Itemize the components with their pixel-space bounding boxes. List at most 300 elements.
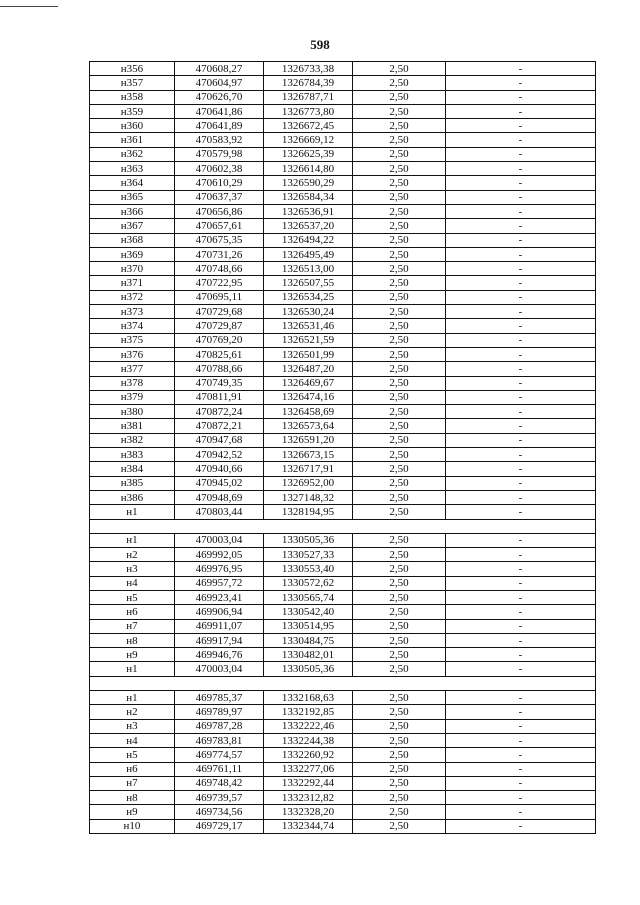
x-coordinate-cell: 469739,57	[175, 791, 264, 805]
table-row	[90, 819, 596, 833]
y-coordinate-cell: 1330484,75	[264, 633, 353, 647]
y-coordinate-cell: 1330565,74	[264, 590, 353, 604]
table-row	[90, 276, 596, 290]
note-cell: -	[446, 176, 596, 190]
accuracy-cell: 2,50	[353, 476, 446, 490]
x-coordinate-cell: 470940,66	[175, 462, 264, 476]
table-row	[90, 662, 596, 676]
note-cell: -	[446, 362, 596, 376]
accuracy-cell: 2,50	[353, 90, 446, 104]
y-coordinate-cell: 1332328,20	[264, 805, 353, 819]
point-name-cell: н383	[90, 448, 175, 462]
point-name-cell: н2	[90, 705, 175, 719]
x-coordinate-cell: 470811,91	[175, 390, 264, 404]
x-coordinate-cell: 470675,35	[175, 233, 264, 247]
x-coordinate-cell: 470749,35	[175, 376, 264, 390]
y-coordinate-cell: 1332244,38	[264, 733, 353, 747]
table-row	[90, 119, 596, 133]
y-coordinate-cell: 1326513,00	[264, 262, 353, 276]
point-name-cell: н8	[90, 791, 175, 805]
table-row	[90, 104, 596, 118]
note-cell: -	[446, 605, 596, 619]
table-row	[90, 590, 596, 604]
table-row	[90, 262, 596, 276]
note-cell: -	[446, 590, 596, 604]
point-name-cell: н372	[90, 290, 175, 304]
accuracy-cell: 2,50	[353, 462, 446, 476]
y-coordinate-cell: 1326590,29	[264, 176, 353, 190]
note-cell: -	[446, 505, 596, 519]
table-row	[90, 319, 596, 333]
y-coordinate-cell: 1326487,20	[264, 362, 353, 376]
accuracy-cell: 2,50	[353, 376, 446, 390]
point-name-cell: н7	[90, 776, 175, 790]
y-coordinate-cell: 1326717,91	[264, 462, 353, 476]
y-coordinate-cell: 1326669,12	[264, 133, 353, 147]
accuracy-cell: 2,50	[353, 119, 446, 133]
note-cell: -	[446, 548, 596, 562]
x-coordinate-cell: 470722,95	[175, 276, 264, 290]
x-coordinate-cell: 470769,20	[175, 333, 264, 347]
point-name-cell: н386	[90, 490, 175, 504]
y-coordinate-cell: 1326672,45	[264, 119, 353, 133]
y-coordinate-cell: 1326952,00	[264, 476, 353, 490]
table-row	[90, 147, 596, 161]
note-cell: -	[446, 233, 596, 247]
x-coordinate-cell: 470608,27	[175, 62, 264, 76]
x-coordinate-cell: 470729,68	[175, 305, 264, 319]
note-cell: -	[446, 247, 596, 261]
point-name-cell: н3	[90, 719, 175, 733]
point-name-cell: н1	[90, 691, 175, 705]
y-coordinate-cell: 1326521,59	[264, 333, 353, 347]
y-coordinate-cell: 1326534,25	[264, 290, 353, 304]
accuracy-cell: 2,50	[353, 405, 446, 419]
note-cell: -	[446, 290, 596, 304]
point-name-cell: н8	[90, 633, 175, 647]
accuracy-cell: 2,50	[353, 133, 446, 147]
accuracy-cell: 2,50	[353, 548, 446, 562]
x-coordinate-cell: 470003,04	[175, 662, 264, 676]
table-row	[90, 476, 596, 490]
table-row	[90, 505, 596, 519]
x-coordinate-cell: 470948,69	[175, 490, 264, 504]
accuracy-cell: 2,50	[353, 619, 446, 633]
point-name-cell: н382	[90, 433, 175, 447]
y-coordinate-cell: 1330527,33	[264, 548, 353, 562]
accuracy-cell: 2,50	[353, 162, 446, 176]
accuracy-cell: 2,50	[353, 733, 446, 747]
y-coordinate-cell: 1326474,16	[264, 390, 353, 404]
coordinates-table	[89, 61, 596, 834]
y-coordinate-cell: 1326494,22	[264, 233, 353, 247]
note-cell: -	[446, 805, 596, 819]
y-coordinate-cell: 1326787,71	[264, 90, 353, 104]
note-cell: -	[446, 276, 596, 290]
point-name-cell: н6	[90, 605, 175, 619]
x-coordinate-cell: 470872,21	[175, 419, 264, 433]
y-coordinate-cell: 1326469,67	[264, 376, 353, 390]
point-name-cell: н381	[90, 419, 175, 433]
note-cell: -	[446, 90, 596, 104]
point-name-cell: н378	[90, 376, 175, 390]
table-row	[90, 76, 596, 90]
point-name-cell: н357	[90, 76, 175, 90]
table-row	[90, 805, 596, 819]
accuracy-cell: 2,50	[353, 333, 446, 347]
table-row	[90, 562, 596, 576]
accuracy-cell: 2,50	[353, 176, 446, 190]
table-row	[90, 705, 596, 719]
x-coordinate-cell: 469734,56	[175, 805, 264, 819]
accuracy-cell: 2,50	[353, 590, 446, 604]
x-coordinate-cell: 469783,81	[175, 733, 264, 747]
note-cell: -	[446, 390, 596, 404]
y-coordinate-cell: 1332344,74	[264, 819, 353, 833]
accuracy-cell: 2,50	[353, 605, 446, 619]
table-row	[90, 176, 596, 190]
accuracy-cell: 2,50	[353, 104, 446, 118]
note-cell: -	[446, 190, 596, 204]
x-coordinate-cell: 470657,61	[175, 219, 264, 233]
table-row	[90, 90, 596, 104]
table-row	[90, 748, 596, 762]
note-cell: -	[446, 305, 596, 319]
table-row	[90, 62, 596, 76]
table-row	[90, 762, 596, 776]
point-name-cell: н2	[90, 548, 175, 562]
point-name-cell: н10	[90, 819, 175, 833]
note-cell: -	[446, 776, 596, 790]
y-coordinate-cell: 1332277,06	[264, 762, 353, 776]
table-row	[90, 433, 596, 447]
table-row	[90, 204, 596, 218]
point-name-cell: н4	[90, 733, 175, 747]
point-name-cell: н9	[90, 805, 175, 819]
x-coordinate-cell: 470695,11	[175, 290, 264, 304]
table-row	[90, 576, 596, 590]
y-coordinate-cell: 1330505,36	[264, 662, 353, 676]
note-cell: -	[446, 791, 596, 805]
x-coordinate-cell: 470942,52	[175, 448, 264, 462]
y-coordinate-cell: 1330482,01	[264, 648, 353, 662]
x-coordinate-cell: 469785,37	[175, 691, 264, 705]
table-row	[90, 419, 596, 433]
point-name-cell: н385	[90, 476, 175, 490]
accuracy-cell: 2,50	[353, 776, 446, 790]
accuracy-cell: 2,50	[353, 648, 446, 662]
x-coordinate-cell: 470731,26	[175, 247, 264, 261]
point-name-cell: н5	[90, 590, 175, 604]
note-cell: -	[446, 147, 596, 161]
note-cell: -	[446, 691, 596, 705]
note-cell: -	[446, 462, 596, 476]
y-coordinate-cell: 1330542,40	[264, 605, 353, 619]
accuracy-cell: 2,50	[353, 762, 446, 776]
y-coordinate-cell: 1330572,62	[264, 576, 353, 590]
point-name-cell: н358	[90, 90, 175, 104]
x-coordinate-cell: 469992,05	[175, 548, 264, 562]
y-coordinate-cell: 1327148,32	[264, 490, 353, 504]
note-cell: -	[446, 347, 596, 361]
x-coordinate-cell: 470872,24	[175, 405, 264, 419]
accuracy-cell: 2,50	[353, 233, 446, 247]
accuracy-cell: 2,50	[353, 433, 446, 447]
accuracy-cell: 2,50	[353, 691, 446, 705]
point-name-cell: н361	[90, 133, 175, 147]
x-coordinate-cell: 469957,72	[175, 576, 264, 590]
y-coordinate-cell: 1326625,39	[264, 147, 353, 161]
y-coordinate-cell: 1326673,15	[264, 448, 353, 462]
x-coordinate-cell: 469976,95	[175, 562, 264, 576]
point-name-cell: н5	[90, 748, 175, 762]
x-coordinate-cell: 470788,66	[175, 362, 264, 376]
y-coordinate-cell: 1326501,99	[264, 347, 353, 361]
note-cell: -	[446, 162, 596, 176]
note-cell: -	[446, 733, 596, 747]
table-row	[90, 333, 596, 347]
accuracy-cell: 2,50	[353, 705, 446, 719]
point-name-cell: н362	[90, 147, 175, 161]
note-cell: -	[446, 619, 596, 633]
note-cell: -	[446, 705, 596, 719]
y-coordinate-cell: 1330514,95	[264, 619, 353, 633]
table-row	[90, 548, 596, 562]
x-coordinate-cell: 470641,86	[175, 104, 264, 118]
group-separator-row	[90, 519, 596, 533]
y-coordinate-cell: 1332168,63	[264, 691, 353, 705]
note-cell: -	[446, 576, 596, 590]
y-coordinate-cell: 1326495,49	[264, 247, 353, 261]
accuracy-cell: 2,50	[353, 390, 446, 404]
x-coordinate-cell: 469789,97	[175, 705, 264, 719]
y-coordinate-cell: 1326537,20	[264, 219, 353, 233]
x-coordinate-cell: 469729,17	[175, 819, 264, 833]
x-coordinate-cell: 470003,04	[175, 533, 264, 547]
point-name-cell: н367	[90, 219, 175, 233]
note-cell: -	[446, 219, 596, 233]
y-coordinate-cell: 1332260,92	[264, 748, 353, 762]
x-coordinate-cell: 469911,07	[175, 619, 264, 633]
point-name-cell: н1	[90, 533, 175, 547]
y-coordinate-cell: 1326507,55	[264, 276, 353, 290]
note-cell: -	[446, 76, 596, 90]
x-coordinate-cell: 470610,29	[175, 176, 264, 190]
note-cell: -	[446, 448, 596, 462]
note-cell: -	[446, 633, 596, 647]
accuracy-cell: 2,50	[353, 419, 446, 433]
accuracy-cell: 2,50	[353, 319, 446, 333]
y-coordinate-cell: 1326573,64	[264, 419, 353, 433]
accuracy-cell: 2,50	[353, 662, 446, 676]
point-name-cell: н359	[90, 104, 175, 118]
x-coordinate-cell: 470729,87	[175, 319, 264, 333]
table-row	[90, 233, 596, 247]
x-coordinate-cell: 469748,42	[175, 776, 264, 790]
point-name-cell: н7	[90, 619, 175, 633]
y-coordinate-cell: 1326784,39	[264, 76, 353, 90]
table-row	[90, 490, 596, 504]
note-cell: -	[446, 333, 596, 347]
x-coordinate-cell: 470579,98	[175, 147, 264, 161]
accuracy-cell: 2,50	[353, 576, 446, 590]
note-cell: -	[446, 119, 596, 133]
accuracy-cell: 2,50	[353, 362, 446, 376]
x-coordinate-cell: 470604,97	[175, 76, 264, 90]
point-name-cell: н356	[90, 62, 175, 76]
note-cell: -	[446, 662, 596, 676]
x-coordinate-cell: 469787,28	[175, 719, 264, 733]
point-name-cell: н377	[90, 362, 175, 376]
table-row	[90, 633, 596, 647]
point-name-cell: н370	[90, 262, 175, 276]
x-coordinate-cell: 469923,41	[175, 590, 264, 604]
accuracy-cell: 2,50	[353, 147, 446, 161]
accuracy-cell: 2,50	[353, 748, 446, 762]
point-name-cell: н360	[90, 119, 175, 133]
note-cell: -	[446, 719, 596, 733]
x-coordinate-cell: 469761,11	[175, 762, 264, 776]
accuracy-cell: 2,50	[353, 76, 446, 90]
note-cell: -	[446, 476, 596, 490]
accuracy-cell: 2,50	[353, 719, 446, 733]
point-name-cell: н371	[90, 276, 175, 290]
accuracy-cell: 2,50	[353, 505, 446, 519]
accuracy-cell: 2,50	[353, 290, 446, 304]
note-cell: -	[446, 62, 596, 76]
accuracy-cell: 2,50	[353, 633, 446, 647]
table-row	[90, 390, 596, 404]
table-row	[90, 405, 596, 419]
point-name-cell: н369	[90, 247, 175, 261]
x-coordinate-cell: 470947,68	[175, 433, 264, 447]
table-row	[90, 290, 596, 304]
note-cell: -	[446, 819, 596, 833]
note-cell: -	[446, 648, 596, 662]
table-row	[90, 776, 596, 790]
table-row	[90, 133, 596, 147]
y-coordinate-cell: 1326530,24	[264, 305, 353, 319]
accuracy-cell: 2,50	[353, 448, 446, 462]
point-name-cell: н380	[90, 405, 175, 419]
note-cell: -	[446, 562, 596, 576]
y-coordinate-cell: 1332292,44	[264, 776, 353, 790]
point-name-cell: н374	[90, 319, 175, 333]
point-name-cell: н368	[90, 233, 175, 247]
accuracy-cell: 2,50	[353, 347, 446, 361]
note-cell: -	[446, 204, 596, 218]
y-coordinate-cell: 1328194,95	[264, 505, 353, 519]
accuracy-cell: 2,50	[353, 533, 446, 547]
x-coordinate-cell: 470825,61	[175, 347, 264, 361]
table-row	[90, 448, 596, 462]
x-coordinate-cell: 469774,57	[175, 748, 264, 762]
table-row	[90, 347, 596, 361]
y-coordinate-cell: 1330505,36	[264, 533, 353, 547]
point-name-cell: н363	[90, 162, 175, 176]
note-cell: -	[446, 762, 596, 776]
table-row	[90, 619, 596, 633]
point-name-cell: н373	[90, 305, 175, 319]
x-coordinate-cell: 470602,38	[175, 162, 264, 176]
x-coordinate-cell: 470583,92	[175, 133, 264, 147]
note-cell: -	[446, 319, 596, 333]
accuracy-cell: 2,50	[353, 819, 446, 833]
point-name-cell: н379	[90, 390, 175, 404]
y-coordinate-cell: 1326531,46	[264, 319, 353, 333]
table-row	[90, 648, 596, 662]
x-coordinate-cell: 469917,94	[175, 633, 264, 647]
table-row	[90, 376, 596, 390]
accuracy-cell: 2,50	[353, 276, 446, 290]
x-coordinate-cell: 470641,89	[175, 119, 264, 133]
y-coordinate-cell: 1326773,80	[264, 104, 353, 118]
y-coordinate-cell: 1330553,40	[264, 562, 353, 576]
separator-cell	[90, 676, 596, 690]
page-number: 598	[310, 37, 330, 52]
y-coordinate-cell: 1326733,38	[264, 62, 353, 76]
coordinates-table-body	[90, 62, 596, 834]
table-row	[90, 462, 596, 476]
point-name-cell: н375	[90, 333, 175, 347]
note-cell: -	[446, 748, 596, 762]
table-row	[90, 533, 596, 547]
table-row	[90, 733, 596, 747]
table-row	[90, 190, 596, 204]
note-cell: -	[446, 405, 596, 419]
accuracy-cell: 2,50	[353, 562, 446, 576]
point-name-cell: н376	[90, 347, 175, 361]
accuracy-cell: 2,50	[353, 262, 446, 276]
accuracy-cell: 2,50	[353, 190, 446, 204]
table-row	[90, 691, 596, 705]
table-row	[90, 162, 596, 176]
point-name-cell: н3	[90, 562, 175, 576]
separator-cell	[90, 519, 596, 533]
accuracy-cell: 2,50	[353, 490, 446, 504]
point-name-cell: н366	[90, 204, 175, 218]
y-coordinate-cell: 1326584,34	[264, 190, 353, 204]
note-cell: -	[446, 104, 596, 118]
point-name-cell: н365	[90, 190, 175, 204]
point-name-cell: н4	[90, 576, 175, 590]
x-coordinate-cell: 470626,70	[175, 90, 264, 104]
x-coordinate-cell: 470803,44	[175, 505, 264, 519]
scan-edge-line	[0, 6, 58, 7]
x-coordinate-cell: 470656,86	[175, 204, 264, 218]
accuracy-cell: 2,50	[353, 219, 446, 233]
y-coordinate-cell: 1326591,20	[264, 433, 353, 447]
note-cell: -	[446, 533, 596, 547]
point-name-cell: н1	[90, 662, 175, 676]
table-row	[90, 247, 596, 261]
table-row	[90, 605, 596, 619]
note-cell: -	[446, 419, 596, 433]
accuracy-cell: 2,50	[353, 247, 446, 261]
point-name-cell: н384	[90, 462, 175, 476]
accuracy-cell: 2,50	[353, 204, 446, 218]
accuracy-cell: 2,50	[353, 305, 446, 319]
point-name-cell: н9	[90, 648, 175, 662]
table-row	[90, 719, 596, 733]
y-coordinate-cell: 1326458,69	[264, 405, 353, 419]
point-name-cell: н364	[90, 176, 175, 190]
note-cell: -	[446, 376, 596, 390]
note-cell: -	[446, 490, 596, 504]
table-row	[90, 305, 596, 319]
group-separator-row	[90, 676, 596, 690]
x-coordinate-cell: 469906,94	[175, 605, 264, 619]
